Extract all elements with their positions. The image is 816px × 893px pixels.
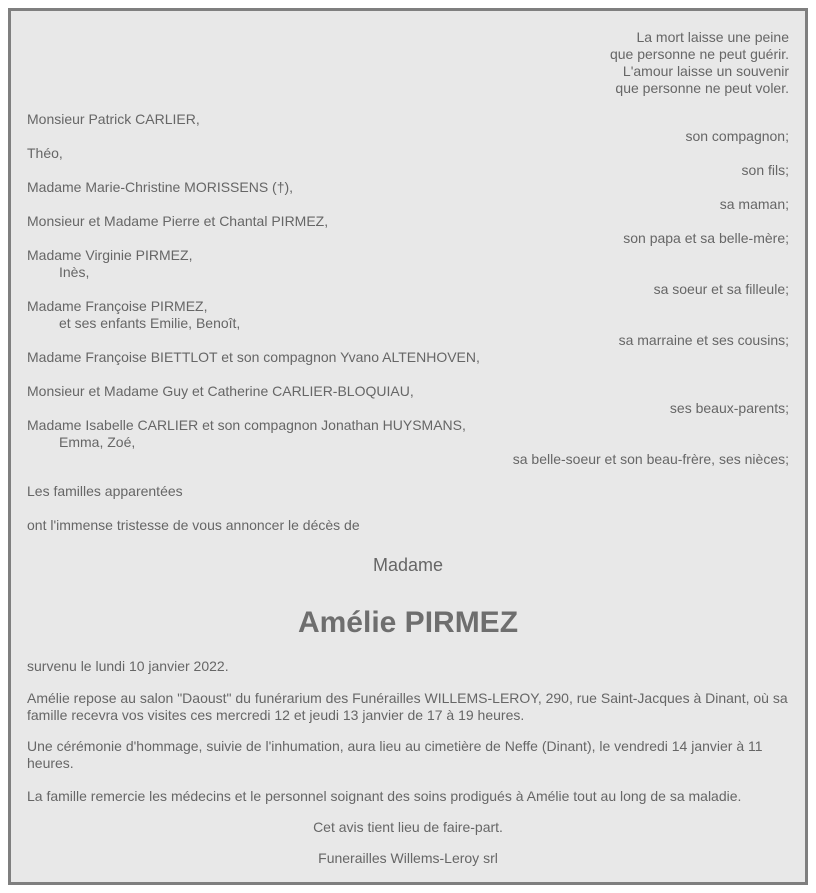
poem [610, 29, 789, 97]
family-name: Monsieur et Madame Guy et Catherine CARLIER-BLOQUIAU, [27, 383, 414, 399]
family-name: Monsieur Patrick CARLIER, [27, 111, 200, 127]
family-sub: Emma, Zoé, [59, 434, 136, 450]
family-name: Madame Françoise BIETTLOT et son compagnon Yvano ALTENHOVEN, [27, 349, 480, 365]
family-sub: Inès, [59, 264, 90, 280]
families-line: Les familles apparentées [27, 483, 183, 499]
family-relation: sa soeur et sa filleule; [653, 281, 789, 297]
family-relation: son compagnon; [685, 128, 789, 144]
funeral-home: Funerailles Willems-Leroy srl [318, 850, 498, 866]
deceased-name: Amélie PIRMEZ [297, 606, 519, 639]
family-name: Madame Virginie PIRMEZ, [27, 247, 193, 263]
poem-line: que personne ne peut guérir. [609, 46, 789, 62]
death-line: survenu le lundi 10 janvier 2022. [27, 658, 229, 674]
announce-line: ont l'immense tristesse de vous annoncer le décès de [27, 517, 360, 533]
family-name: Madame Françoise PIRMEZ, [27, 298, 208, 314]
family-name: Monsieur et Madame Pierre et Chantal PIRMEZ, [27, 213, 329, 229]
family-sub: et ses enfants Emilie, Benoît, [59, 315, 241, 331]
obituary-notice [8, 8, 808, 885]
poem-line: L'amour laisse un souvenir [622, 63, 789, 79]
ceremony-paragraph: Une cérémonie d'hommage, suivie de l'inhumation, aura lieu au cimetière de Neffe (Dinant), le vendredi 14 janvier à 11 heures. [27, 738, 763, 771]
family-name: Madame Marie-Christine MORISSENS (†), [27, 179, 294, 195]
family-name: Théo, [27, 145, 63, 161]
family-relation: son papa et sa belle-mère; [623, 230, 789, 246]
family-relation: sa belle-soeur et son beau-frère, ses nièces; [512, 451, 789, 467]
thanks-paragraph: La famille remercie les médecins et le personnel soignant des soins prodigués à Amélie tout au long de sa maladie. [27, 788, 742, 804]
family-relation: sa maman; [719, 196, 789, 212]
notice-line: Cet avis tient lieu de faire-part. [313, 819, 503, 835]
poem-line: La mort laisse une peine [636, 29, 789, 45]
salutation: Madame [372, 555, 444, 575]
family-name: Madame Isabelle CARLIER et son compagnon Jonathan HUYSMANS, [27, 417, 466, 433]
family-relation: ses beaux-parents; [669, 400, 789, 416]
family-relation: son fils; [741, 162, 789, 178]
visitation-paragraph: Amélie repose au salon "Daoust" du funérarium des Funérailles WILLEMS-LEROY, 290, rue Saint-Jacques à Dinant, où sa famille recevra vos visites ces mercredi 12 et jeudi 13 janvier de 17 à 19 heures. [27, 690, 788, 723]
poem-line: que personne ne peut voler. [615, 80, 789, 96]
family-relation: sa marraine et ses cousins; [618, 332, 789, 348]
